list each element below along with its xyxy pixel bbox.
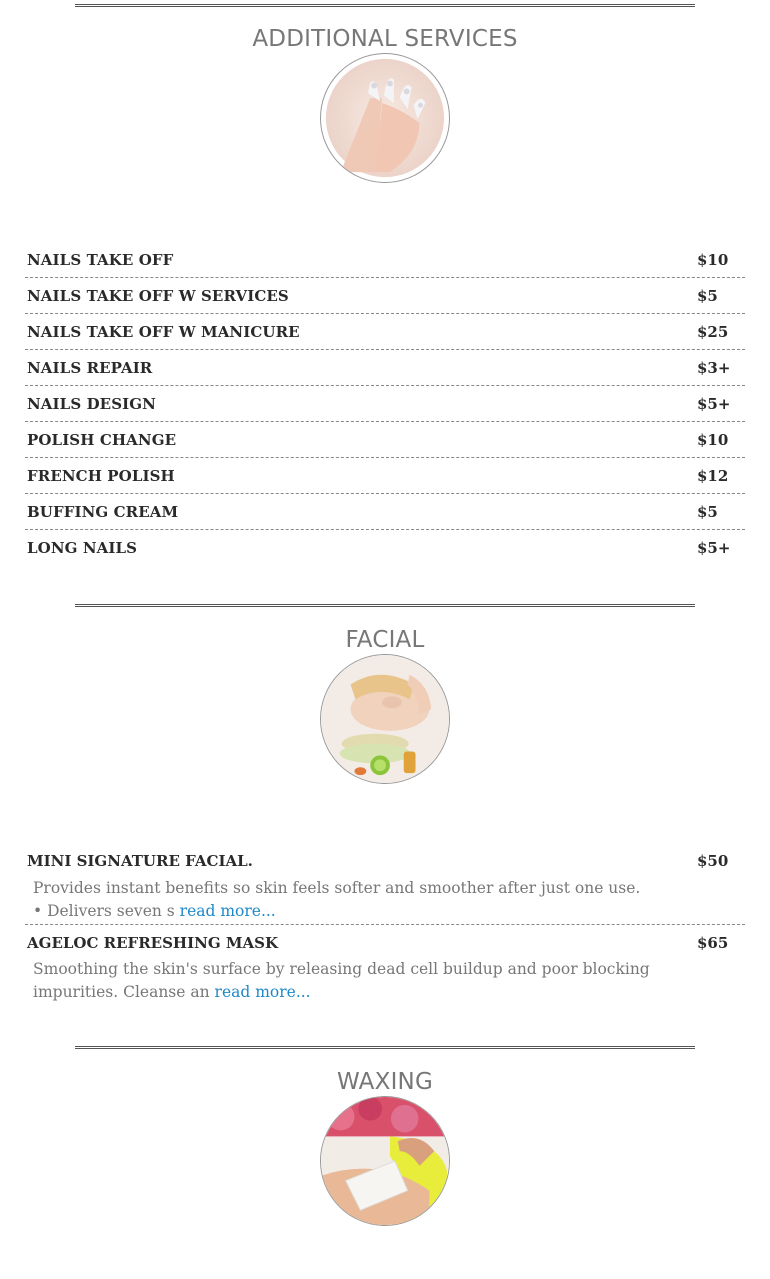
list-item (25, 386, 745, 422)
description-line: Provides instant benefits so skin feels softer and smoother after just one use. (33, 879, 641, 897)
section-divider (75, 1046, 695, 1049)
list-item (25, 925, 745, 1005)
service-price: $10 (697, 431, 729, 449)
description-line-2 (33, 981, 673, 1004)
additional-services-list (25, 242, 745, 566)
section-title: FACIAL (345, 627, 425, 653)
nails-photo-icon (320, 53, 450, 183)
list-item (25, 458, 745, 494)
service-price: $50 (697, 852, 729, 870)
service-name: NAILS REPAIR (27, 359, 153, 377)
section-divider (75, 604, 695, 607)
list-item (25, 852, 745, 925)
read-more-link[interactable]: read more... (214, 983, 311, 1001)
section-title: WAXING (337, 1069, 433, 1095)
service-description (33, 958, 673, 1004)
list-item (25, 530, 745, 566)
service-price: $5 (697, 503, 718, 521)
service-price: $12 (697, 467, 729, 485)
section-title: ADDITIONAL SERVICES (252, 26, 518, 52)
service-price: $5+ (697, 395, 731, 413)
service-name: LONG NAILS (27, 539, 138, 557)
list-item (25, 314, 745, 350)
service-price: $5 (697, 287, 718, 305)
list-item (25, 350, 745, 386)
description-text: • Delivers seven s (33, 902, 175, 920)
list-item (25, 422, 745, 458)
service-price: $65 (697, 934, 729, 952)
service-name: POLISH CHANGE (27, 431, 177, 449)
service-name: NAILS TAKE OFF W SERVICES (27, 287, 289, 305)
service-description (33, 877, 673, 923)
service-name: BUFFING CREAM (27, 503, 179, 521)
list-item (25, 242, 745, 278)
list-item (25, 278, 745, 314)
service-name: AGELOC REFRESHING MASK (27, 934, 278, 952)
service-name: FRENCH POLISH (27, 467, 175, 485)
service-price: $25 (697, 323, 729, 341)
list-item (25, 494, 745, 530)
waxing-photo-icon (320, 1096, 450, 1226)
facial-photo-icon (320, 654, 450, 784)
description-line: Smoothing the skin's surface by releasing dead cell buildup and poor blocking (33, 960, 650, 978)
description-text: impurities. Cleanse an (33, 983, 210, 1001)
section-divider (75, 4, 695, 7)
service-name: MINI SIGNATURE FACIAL. (27, 852, 253, 870)
service-name: NAILS TAKE OFF W MANICURE (27, 323, 300, 341)
read-more-link[interactable]: read more... (179, 902, 276, 920)
service-price: $10 (697, 251, 729, 269)
facial-list (25, 852, 745, 1005)
service-name: NAILS DESIGN (27, 395, 156, 413)
service-price: $3+ (697, 359, 731, 377)
description-line-2 (33, 900, 673, 923)
service-name: NAILS TAKE OFF (27, 251, 174, 269)
service-price: $5+ (697, 539, 731, 557)
